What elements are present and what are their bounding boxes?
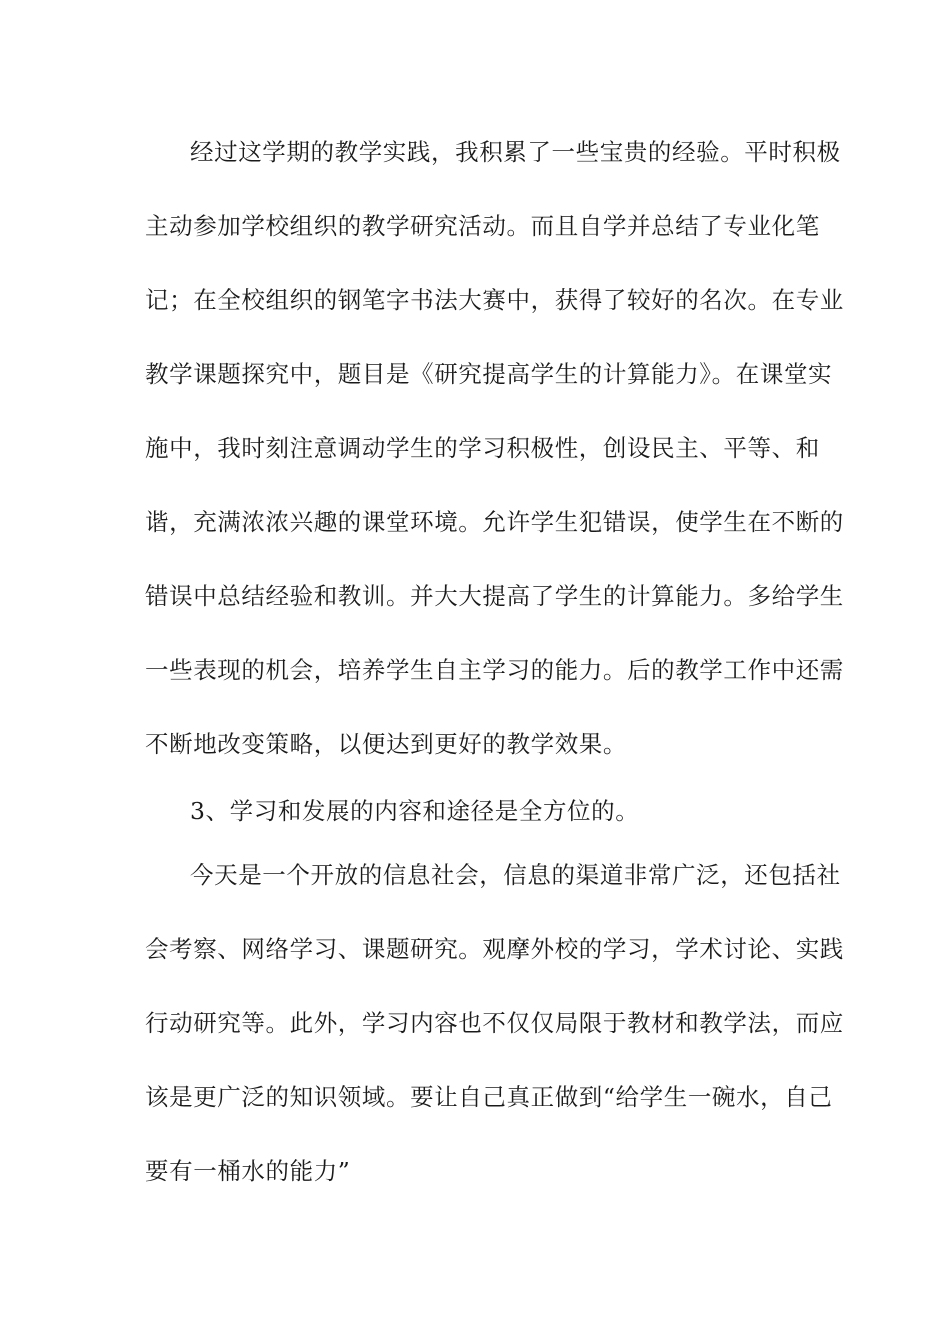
paragraph-2-line-5: 要有一桶水的能力” xyxy=(145,1157,351,1185)
paragraph-1-line-3: 记；在全校组织的钢笔字书法大赛中，获得了较好的名次。在专业 xyxy=(145,286,844,314)
paragraph-2-line-2: 会考察、网络学习、课题研究。观摩外校的学习，学术讨论、实践 xyxy=(145,935,844,963)
paragraph-2-line-1: 今天是一个开放的信息社会，信息的渠道非常广泛，还包括社 xyxy=(190,861,841,889)
paragraph-1-line-5: 施中，我时刻注意调动学生的学习积极性，创设民主、平等、和 xyxy=(145,434,820,462)
paragraph-1-line-7: 错误中总结经验和教训。并大大提高了学生的计算能力。多给学生 xyxy=(145,582,844,610)
section-heading-3: 3、学习和发展的内容和途径是全方位的。 xyxy=(190,797,640,825)
paragraph-1-line-1: 经过这学期的教学实践，我积累了一些宝贵的经验。平时积极 xyxy=(190,138,841,166)
paragraph-1-line-8: 一些表现的机会，培养学生自主学习的能力。后的教学工作中还需 xyxy=(145,656,844,684)
paragraph-1-line-9: 不断地改变策略，以便达到更好的教学效果。 xyxy=(145,730,627,758)
paragraph-2-line-3: 行动研究等。此外，学习内容也不仅仅局限于教材和教学法，而应 xyxy=(145,1009,844,1037)
paragraph-2-line-4: 该是更广泛的知识领域。要让自己真正做到“给学生一碗水，自己 xyxy=(145,1083,833,1111)
paragraph-1-line-6: 谐，充满浓浓兴趣的课堂环境。允许学生犯错误，使学生在不断的 xyxy=(145,508,844,536)
paragraph-1-line-2: 主动参加学校组织的教学研究活动。而且自学并总结了专业化笔 xyxy=(145,212,820,240)
paragraph-1-line-4: 教学课题探究中，题目是《研究提高学生的计算能力》。在课堂实 xyxy=(145,360,833,388)
